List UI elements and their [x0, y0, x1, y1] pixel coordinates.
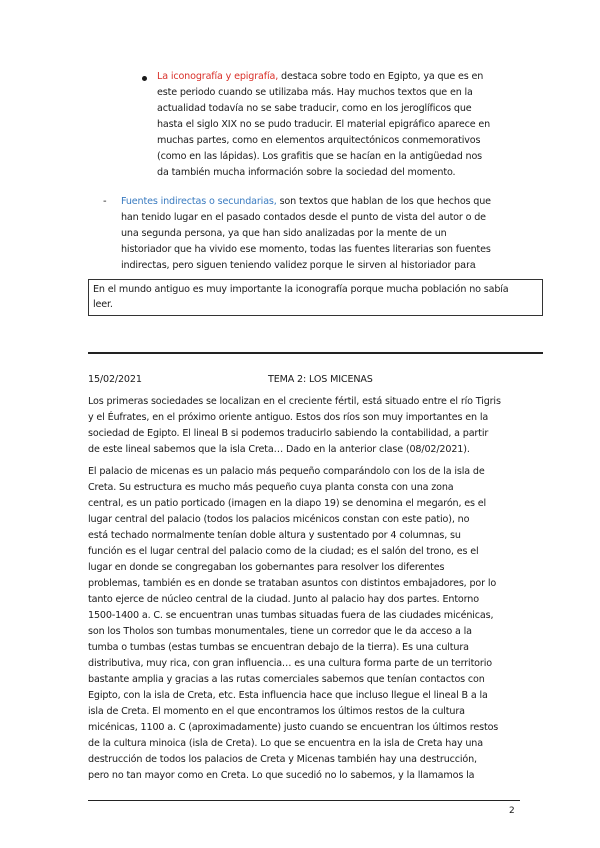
text-line: Egipto, con la isla de Creta, etc. Esta influencia hace que incluso llegue el lineal B a la: [88, 690, 488, 701]
text-line: bastante amplia y gracias a las rutas comerciales sabemos que tenían contactos con: [88, 674, 485, 685]
text-line: historiador que ha vivido ese momento, todas las fuentes literarias son fuentes: [121, 244, 491, 255]
fuentes-indirectas-heading: Fuentes indirectas o secundarias,: [121, 196, 277, 207]
text-line: da también mucha información sobre la sociedad del momento.: [157, 167, 456, 178]
iconografia-heading: La iconografía y epigrafía,: [157, 71, 279, 82]
text-line: han tenido lugar en el pasado contados desde el punto de vista del autor o de: [121, 212, 486, 223]
dash-first-line-text: son textos que hablan de los que hechos que: [276, 196, 491, 207]
text-line: isla de Creta. El momento en el que encontramos los últimos restos de la cultura: [88, 706, 465, 717]
dash-first-line: [121, 196, 491, 207]
text-line: 1500-1400 a. C. se encuentran unas tumbas situadas fuera de las ciudades micénicas,: [88, 610, 494, 621]
text-line: pero no tan mayor como en Creta. Lo que sucedió no lo sabemos, y la llamamos la: [88, 770, 475, 781]
text-line: son los Tholos son tumbas monumentales, tiene un corredor que le da acceso a la: [88, 626, 472, 637]
text-line: una segunda persona, ya que han sido analizadas por la mente de un: [121, 228, 447, 239]
text-line: está techado normalmente tenían doble altura y sustentado por 4 columnas, su: [88, 530, 461, 541]
text-line: actualidad todavía no se sabe traducir, como en los jeroglíficos que: [157, 103, 472, 114]
text-line: de este lineal sabemos que la isla Creta… Dado en la anterior clase (08/02/2021).: [88, 444, 470, 455]
text-line-wide: porque le sirven al historiador para: [309, 260, 476, 271]
text-line: micénicas, 1100 a. C (aproximadamente) justo cuando se encuentran los últimos restos: [88, 722, 499, 733]
note-line: En el mundo antiguo es muy importante la iconografía porque mucha población no sabía: [93, 284, 509, 295]
text-line: El palacio de micenas es un palacio más pequeño comparándolo con los de la isla de: [88, 466, 485, 477]
text-line: función es el lugar central del palacio como de la ciudad; es el salón del trono, es el: [88, 546, 479, 557]
text-line: destrucción de todos los palacios de Creta y Micenas también hay una destrucción,: [88, 754, 477, 765]
text-line: tumba o tumbas (estas tumbas se encuentran debajo de la tierra). Es una cultura: [88, 642, 469, 653]
text-line: tanto ejerce de núcleo central de la ciudad. Junto al palacio hay dos partes. Entorno: [88, 594, 479, 605]
bullet-first-line-text: destaca sobre todo en Egipto, ya que es en: [278, 71, 484, 82]
topic-title: TEMA 2: LOS MICENAS: [268, 374, 373, 385]
text-line: muchas partes, como en elementos arquitectónicos conmemorativos: [157, 135, 481, 146]
text-line: central, es un patio porticado (imagen en la diapo 19) se denomina el megarón, es el: [88, 498, 487, 509]
footer-rule: [88, 800, 520, 801]
text-line: sociedad de Egipto. El lineal B si podemos traducirlo sabiendo la contabilidad, a partir: [88, 428, 489, 439]
text-line: (como en las lápidas). Los grafitis que se hacían en la antigüedad nos: [157, 151, 483, 162]
note-line: leer.: [93, 299, 113, 310]
text-line: hasta el siglo XIX no se pudo traducir. El material epigráfico aparece en: [157, 119, 491, 130]
bullet-first-line: [157, 71, 483, 82]
text-line: distributiva, muy rica, con gran influencia… es una cultura forma parte de un territorio: [88, 658, 492, 669]
dash-last-line: [121, 260, 476, 271]
text-line: y el Éufrates, en el próximo oriente antiguo. Estos dos ríos son muy importantes en la: [88, 412, 489, 423]
text-line: indirectas, pero siguen teniendo validez: [121, 260, 310, 271]
text-line: problemas, también es en donde se trataban asuntos con distintos embajadores, por lo: [88, 578, 497, 589]
text-line: lugar en donde se congregaban los gobernantes para resolver los diferentes: [88, 562, 445, 573]
page-break-rule: [88, 352, 543, 354]
text-line: de la cultura minoica (isla de Creta). Lo que se encuentra en la isla de Creta hay una: [88, 738, 483, 749]
text-line: Los primeras sociedades se localizan en el creciente fértil, está situado entre el río Tigris: [88, 396, 501, 407]
text-line: lugar central del palacio (todos los palacios micénicos constan con este patio), no: [88, 514, 470, 525]
bullet-dot: [142, 76, 147, 81]
text-line: este periodo cuando se utilizaba más. Hay muchos textos que en la: [157, 87, 473, 98]
page-number: 2: [509, 806, 515, 816]
dash-marker: -: [103, 196, 107, 207]
date-label: 15/02/2021: [88, 374, 142, 385]
text-line: Creta. Su estructura es mucho más pequeño cuya planta consta con una zona: [88, 482, 454, 493]
